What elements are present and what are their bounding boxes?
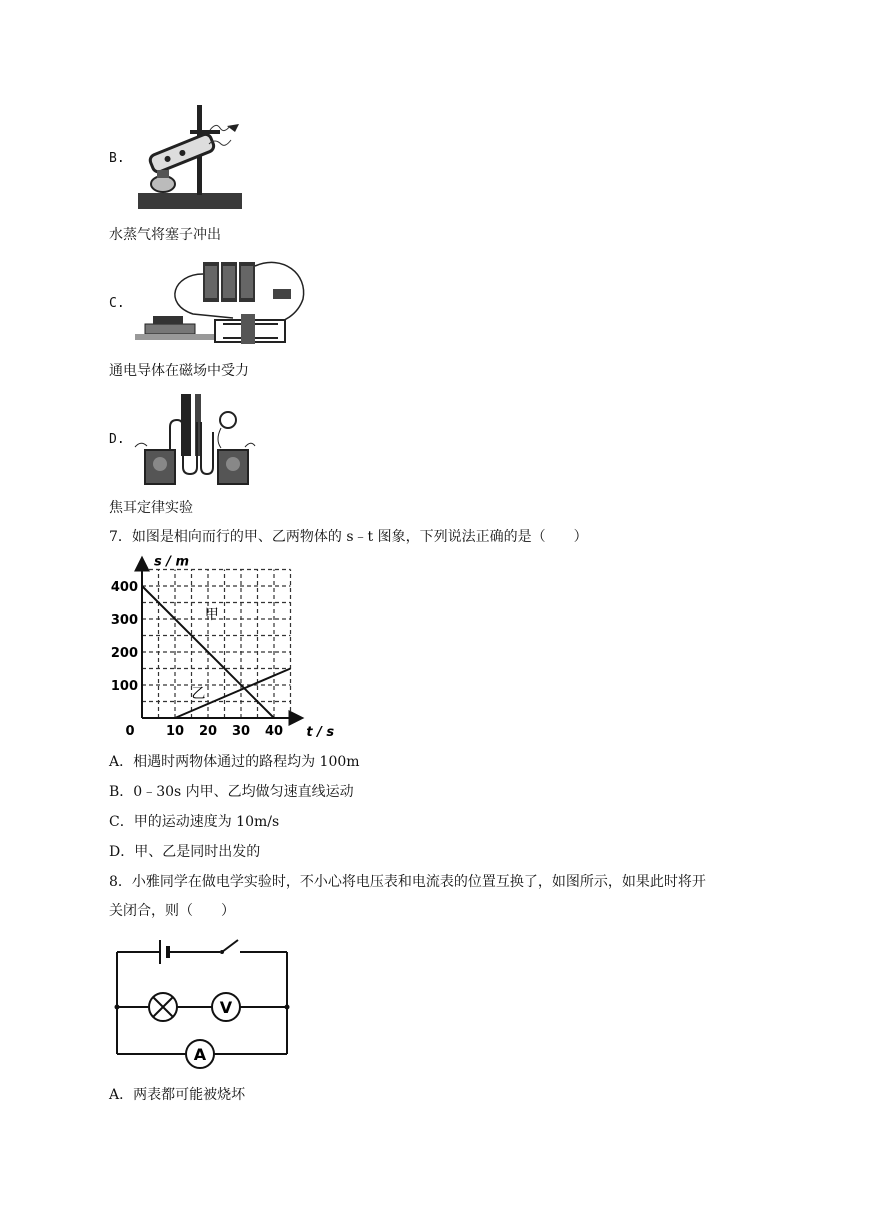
q7-option-a: A．相遇时两物体通过的路程均为 100m (109, 754, 360, 770)
option-d-letter: D. (109, 432, 125, 447)
battery-circuit-figure (133, 254, 313, 354)
series-label-yi: 乙 (191, 686, 206, 703)
q8-stem-line2: 关闭合，则（ ） (109, 903, 235, 919)
option-d-caption: 焦耳定律实验 (109, 500, 193, 516)
y-tick-label: 100 (110, 679, 138, 694)
q7-option-c: C．甲的运动速度为 10m/s (109, 814, 280, 830)
joule-law-apparatus-figure (135, 392, 255, 492)
x-tick-label: 30 (231, 724, 251, 739)
steam-tube-experiment-figure (135, 100, 245, 215)
y-axis-label: s / m (154, 554, 190, 570)
voltmeter-label: V (219, 998, 233, 1017)
q7-stem: 7．如图是相向而行的甲、乙两物体的 s﹣t 图象，下列说法正确的是（ ） (109, 529, 588, 545)
circuit-diagram (112, 932, 297, 1067)
series-label-jia: 甲 (204, 607, 219, 623)
q8-stem-line1: 8．小雅同学在做电学实验时，不小心将电压表和电流表的位置互换了，如图所示，如果此时将开 (109, 874, 706, 890)
q7-option-d: D．甲、乙是同时出发的 (109, 844, 261, 860)
graph-grid (142, 570, 291, 719)
y-tick-label: 300 (110, 613, 138, 628)
st-graph (110, 554, 335, 740)
option-b-caption: 水蒸气将塞子冲出 (109, 227, 221, 243)
x-tick-label: 20 (198, 724, 218, 739)
y-tick-label: 400 (110, 580, 138, 595)
x-tick-label: 40 (264, 724, 284, 739)
open-switch (222, 940, 238, 952)
q7-option-b: B．0﹣30s 内甲、乙均做匀速直线运动 (109, 784, 354, 800)
option-c-letter: C. (109, 296, 125, 311)
option-c-caption: 通电导体在磁场中受力 (109, 363, 249, 379)
ammeter-label: A (193, 1045, 207, 1064)
x-tick-label: 0 (125, 724, 135, 739)
option-b-letter: B. (109, 151, 125, 166)
q8-option-a: A．两表都可能被烧坏 (109, 1087, 246, 1103)
y-tick-label: 200 (110, 646, 138, 661)
x-axis-label: t / s (306, 725, 335, 740)
x-tick-label: 10 (165, 724, 185, 739)
